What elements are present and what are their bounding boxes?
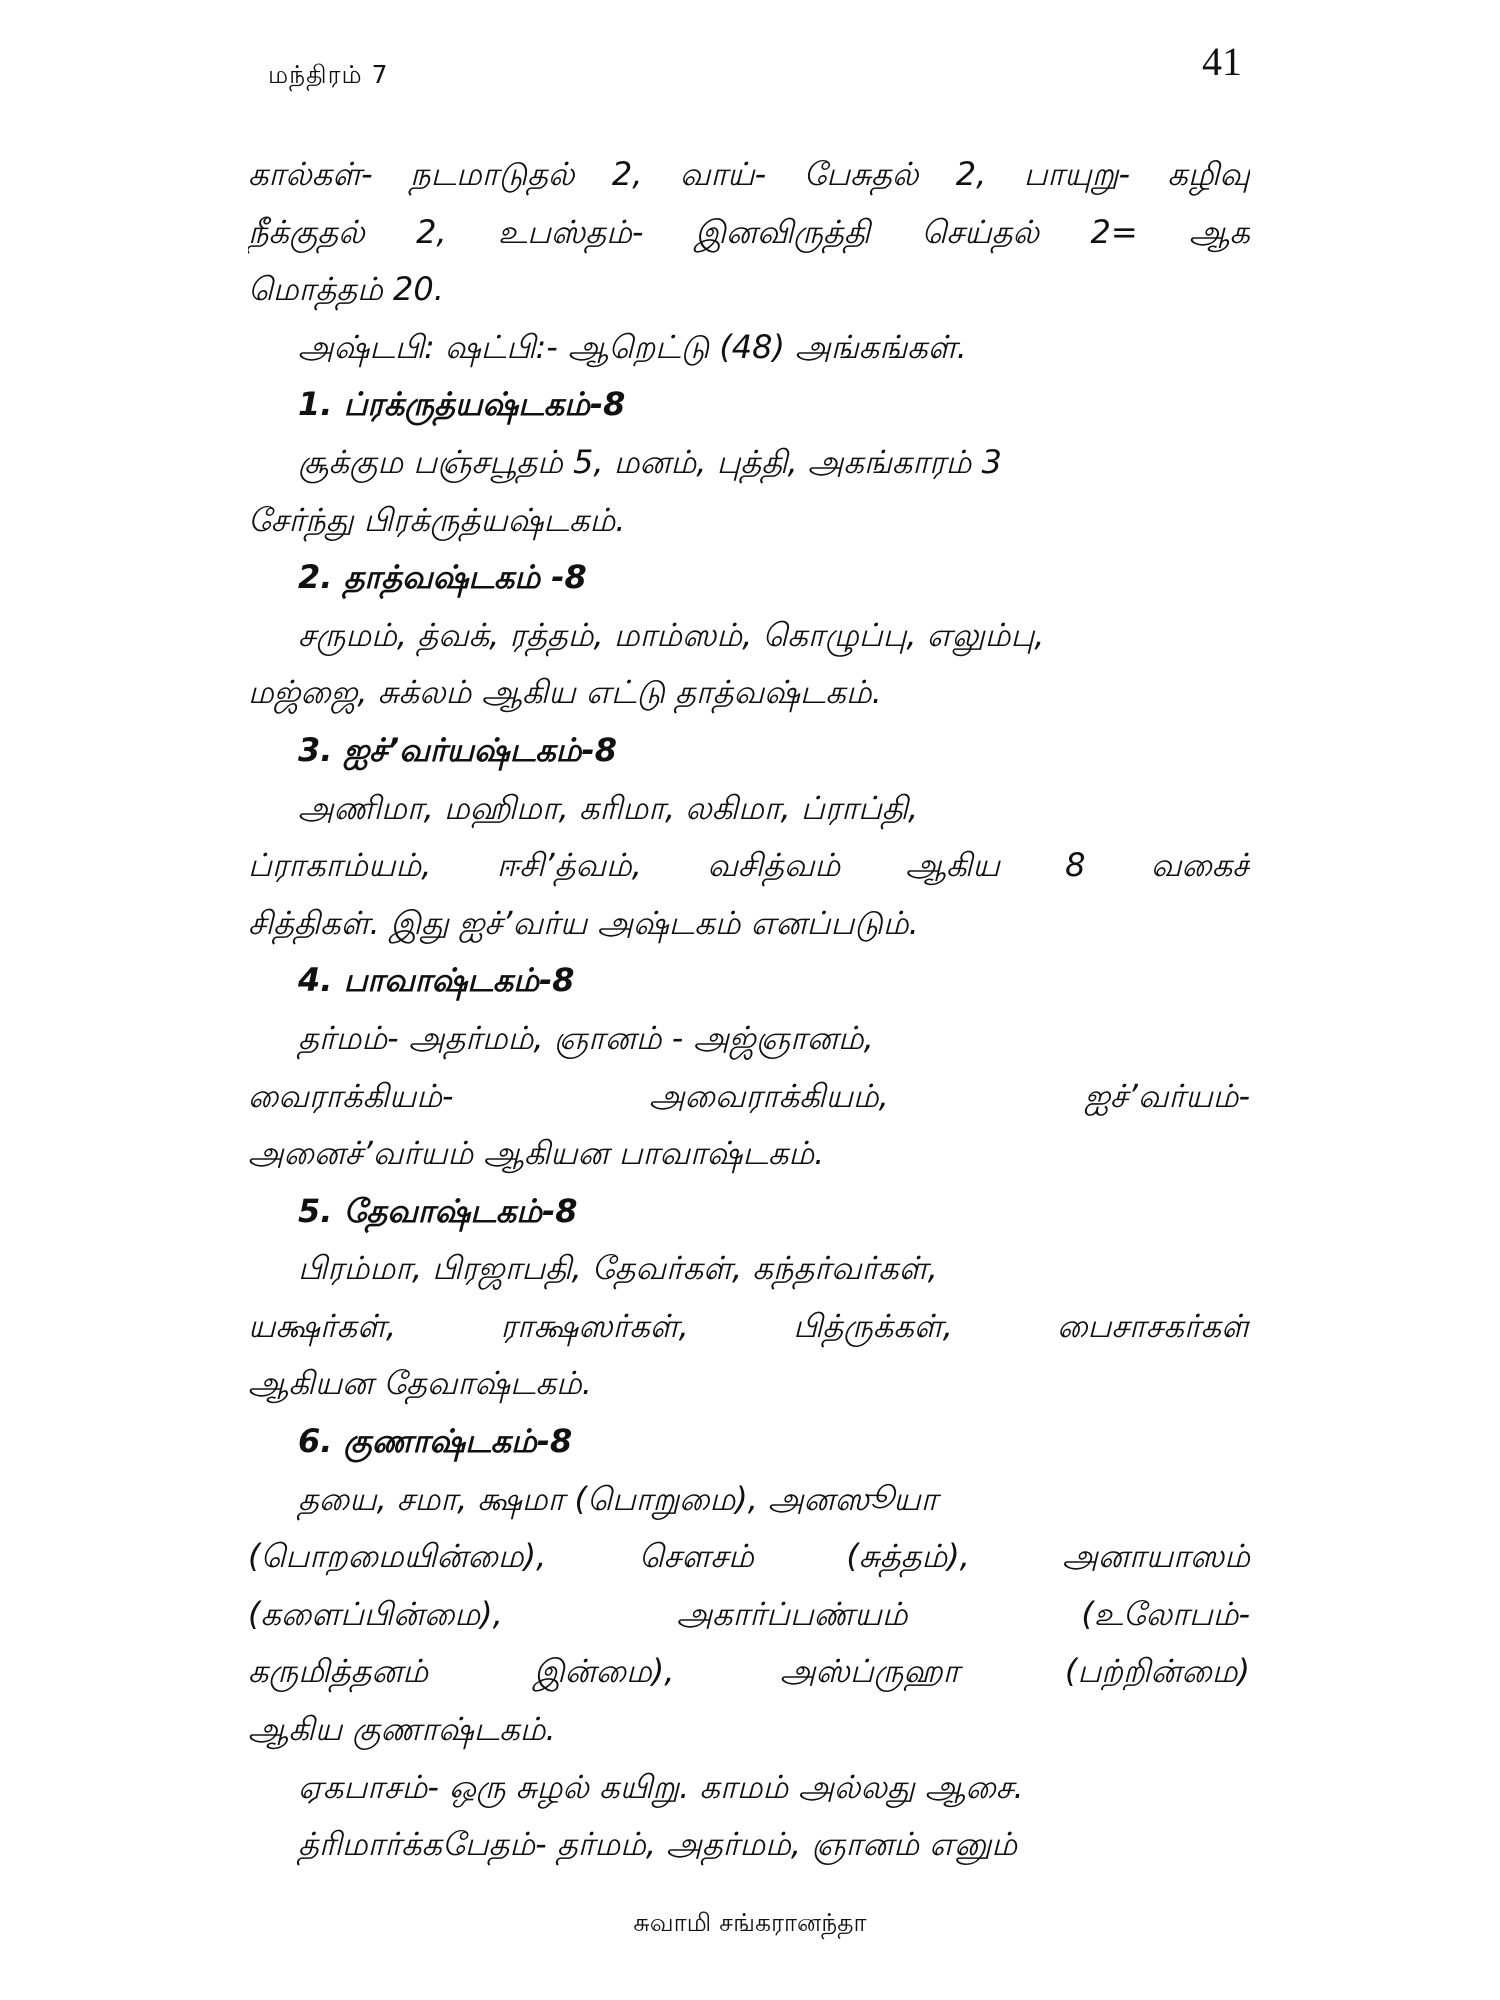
text-line: யக்ஷர்கள், ராக்ஷஸர்கள், பித்ருக்கள், பைசாசகர்கள்	[248, 1306, 1250, 1345]
section-heading: 6. குணாஷ்டகம்-8	[298, 1422, 573, 1461]
text-line: சருமம், த்வக், ரத்தம், மாம்ஸம், கொழுப்பு, எலும்பு,	[298, 615, 1045, 654]
author-footer: சுவாமி சங்கரானந்தா	[633, 1908, 867, 1937]
text-line: அஷ்டபி: ஷட்பி:- ஆறெட்டு (48) அங்கங்கள்.	[298, 327, 967, 366]
text-line: அணிமா, மஹிமா, கரிமா, லகிமா, ப்ராப்தி,	[298, 788, 919, 827]
text-line: கருமித்தனம் இன்மை), அஸ்ப்ருஹா (பற்றின்மை)	[248, 1652, 1250, 1691]
text-line: ப்ராகாம்யம், ஈசி’த்வம், வசித்வம் ஆகிய 8 வகைச்	[248, 846, 1250, 885]
section-heading: 5. தேவாஷ்டகம்-8	[298, 1191, 578, 1230]
text-line: மொத்தம் 20.	[248, 270, 444, 309]
text-line: தர்மம்- அதர்மம், ஞானம் - அஜ்ஞானம்,	[298, 1018, 874, 1057]
text-line: மஜ்ஜை, சுக்லம் ஆகிய எட்டு தாத்வஷ்டகம்.	[248, 673, 882, 712]
text-line: ஆகிய குணாஷ்டகம்.	[248, 1710, 556, 1749]
text-line: சேர்ந்து பிரக்ருத்யஷ்டகம்.	[248, 500, 626, 539]
running-title: மந்திரம் 7	[268, 60, 389, 89]
text-line: சூக்கும பஞ்சபூதம் 5, மனம், புத்தி, அகங்காரம் 3	[298, 442, 1002, 481]
section-heading: 3. ஐச்’வர்யஷ்டகம்-8	[298, 730, 617, 769]
text-line: பிரம்மா, பிரஜாபதி, தேவர்கள், கந்தர்வர்கள்,	[298, 1249, 938, 1288]
text-line: தயை, சமா, க்ஷமா (பொறுமை), அனஸூயா	[298, 1479, 938, 1518]
body-text	[248, 146, 1250, 1874]
text-line: (பொறமையின்மை), சௌசம் (சுத்தம்), அனாயாஸம்	[248, 1537, 1250, 1576]
text-line: நீக்குதல் 2, உபஸ்தம்- இனவிருத்தி செய்தல் 2= ஆக	[248, 212, 1250, 251]
text-line: வைராக்கியம்- அவைராக்கியம், ஐச்’வர்யம்-	[248, 1076, 1250, 1115]
text-line: கால்கள்- நடமாடுதல் 2, வாய்- பேசுதல் 2, பாயுறு- கழிவு	[248, 155, 1250, 193]
text-line: (களைப்பின்மை), அகார்ப்பண்யம் (உலோபம்-	[248, 1594, 1250, 1633]
text-line: ஏகபாசம்- ஒரு சுழல் கயிறு. காமம் அல்லது ஆசை.	[298, 1767, 1024, 1806]
page-number: 41	[1202, 39, 1242, 84]
text-line: த்ரிமார்க்கபேதம்- தர்மம், அதர்மம், ஞானம் எனும்	[298, 1825, 1018, 1864]
text-line: சித்திகள். இது ஐச்’வர்ய அஷ்டகம் எனப்படும்.	[248, 903, 919, 942]
text-line: ஆகியன தேவாஷ்டகம்.	[248, 1364, 592, 1403]
text-line: அனைச்’வர்யம் ஆகியன பாவாஷ்டகம்.	[248, 1134, 825, 1173]
section-heading: 4. பாவாஷ்டகம்-8	[298, 961, 575, 1000]
section-heading: 2. தாத்வஷ்டகம் -8	[298, 558, 587, 597]
section-heading: 1. ப்ரக்ருத்யஷ்டகம்-8	[298, 385, 626, 424]
